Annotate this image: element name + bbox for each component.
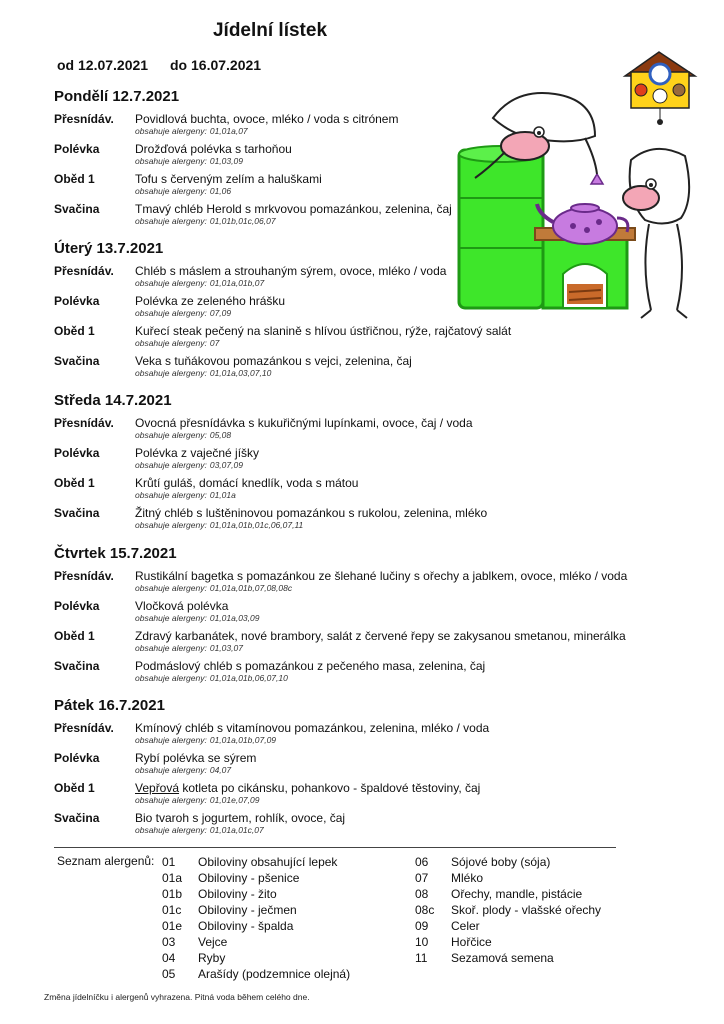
legend-code: 11 [415,951,428,965]
meal-allergens [135,338,219,349]
meal-row [54,629,654,659]
legend-name: Sezamová semena [451,951,554,965]
allergen-codes: 01,03,09 [209,156,243,166]
meal-label: Svačina [54,811,100,825]
allergen-codes: 01,01a,01b,07,08,08c [209,583,293,593]
meal-label: Oběd 1 [54,629,95,643]
allergens-prefix: obsahuje alergeny: [135,216,207,226]
meal-allergens [135,795,259,806]
meal-row [54,506,654,536]
meal-row [54,751,654,781]
date-from: od 12.07.2021 [57,57,149,73]
meal-text: Kmínový chléb s vitamínovou pomazánkou, zelenina, mléko / voda [135,721,490,735]
meal-label: Přesnídáv. [54,569,114,583]
meal-allergens [135,308,231,319]
day-section [54,697,654,841]
meal-text: Veka s tuňákovou pomazánkou s vejci, zelenina, čaj [135,354,412,368]
allergens-prefix: obsahuje alergeny: [135,795,207,805]
meal-text: Polévka ze zeleného hrášku [135,294,286,308]
meal-row [54,324,654,354]
legend-code: 08c [415,903,435,917]
meal-label: Svačina [54,659,100,673]
legend-code: 05 [162,967,176,981]
allergen-codes: 04,07 [209,765,232,775]
legend-code: 10 [415,935,429,949]
meal-allergens [135,613,259,624]
meal-text: Chléb s máslem a strouhaným sýrem, ovoce, mléko / voda [135,264,447,278]
meal-text: Polévka z vaječné jíšky [135,446,260,460]
allergens-prefix: obsahuje alergeny: [135,126,207,136]
meal-text: Tofu s červeným zelím a haluškami [135,172,322,186]
legend-name: Ryby [198,951,226,965]
allergen-codes: 01,01a [209,490,236,500]
meal-row [54,569,654,599]
allergen-codes: 01,01a,03,09 [209,613,260,623]
meal-label: Oběd 1 [54,781,95,795]
legend-name: Obiloviny obsahující lepek [198,855,338,869]
meal-text: Ovocná přesnídávka s kukuřičnými lupínkami, ovoce, čaj / voda [135,416,473,430]
allergens-prefix: obsahuje alergeny: [135,673,207,683]
meal-allergens [135,673,288,684]
meal-label: Přesnídáv. [54,416,114,430]
legend-code: 06 [415,855,429,869]
meal-text [135,781,480,795]
legend-code: 03 [162,935,176,949]
allergens-prefix: obsahuje alergeny: [135,460,207,470]
day-title: Čtvrtek 15.7.2021 [54,545,177,562]
legend-name: Vejce [198,935,228,949]
meal-allergens [135,765,231,776]
meal-row [54,476,654,506]
allergens-prefix: obsahuje alergeny: [135,430,207,440]
allergen-codes: 07 [209,338,220,348]
legend-name: Obiloviny - žito [198,887,277,901]
legend-code: 01e [162,919,183,933]
meal-allergens [135,430,231,441]
allergen-codes: 01,01a,01b,07,09 [209,735,277,745]
allergens-prefix: obsahuje alergeny: [135,156,207,166]
allergens-prefix: obsahuje alergeny: [135,368,207,378]
meal-text-underlined: Vepřová [135,781,180,795]
allergens-prefix: obsahuje alergeny: [135,765,207,775]
day-title: Úterý 13.7.2021 [54,240,164,257]
legend-name: Obiloviny - ječmen [198,903,297,917]
meal-label: Přesnídáv. [54,721,114,735]
allergen-codes: 01,06 [209,186,232,196]
day-title: Středa 14.7.2021 [54,392,172,409]
meal-label: Svačina [54,354,100,368]
meal-allergens [135,126,248,137]
meal-label: Polévka [54,446,100,460]
legend-name: Obiloviny - špalda [198,919,294,933]
meal-text: Bio tvaroh s jogurtem, rohlík, ovoce, čaj [135,811,346,825]
allergens-prefix: obsahuje alergeny: [135,520,207,530]
meal-allergens [135,368,271,379]
meal-row [54,416,654,446]
legend-name: Skoř. plody - vlašské ořechy [451,903,602,917]
meal-label: Polévka [54,599,100,613]
legend-divider [54,847,616,848]
meal-allergens [135,460,243,471]
meal-allergens [135,825,264,836]
legend-code: 08 [415,887,429,901]
legend-name: Ořechy, mandle, pistácie [451,887,583,901]
meal-row [54,446,654,476]
meal-allergens [135,520,303,531]
legend-name: Obiloviny - pšenice [198,871,300,885]
allergens-prefix: obsahuje alergeny: [135,186,207,196]
allergens-prefix: obsahuje alergeny: [135,583,207,593]
page-title: Jídelní lístek [212,20,328,41]
legend-code: 01c [162,903,182,917]
meal-text: Povidlová buchta, ovoce, mléko / voda s citrónem [135,112,399,126]
meal-text: Krůtí guláš, domácí knedlík, voda s mátou [135,476,359,490]
meal-row [54,721,654,751]
meal-label: Polévka [54,142,100,156]
cuckoo-clock-icon [625,52,695,125]
day-section [54,392,654,536]
meal-label: Přesnídáv. [54,112,114,126]
legend-title: Seznam alergenů: [57,854,155,868]
meal-label: Polévka [54,751,100,765]
allergens-prefix: obsahuje alergeny: [135,278,207,288]
meal-text-rest: kotleta po cikánsku, pohankovo - špaldové těstoviny, čaj [179,781,481,795]
meal-allergens [135,278,264,289]
meal-text: Tmavý chléb Herold s mrkvovou pomazánkou, zelenina, čaj [135,202,452,216]
meal-allergens [135,735,276,746]
meal-label: Oběd 1 [54,172,95,186]
allergen-codes: 01,01a,01c,07 [209,825,264,835]
footer-note: Změna jídelníčku i alergenů vyhrazena. Pitná voda během celého dne. [44,992,310,1002]
allergen-codes: 01,01a,03,07,10 [209,368,272,378]
allergen-codes: 05,08 [209,430,232,440]
day-section [54,545,654,689]
meal-text: Rustikální bagetka s pomazánkou ze šlehané lučiny s ořechy a jablkem, ovoce, mléko / voda [135,569,628,583]
date-to: do 16.07.2021 [170,57,262,73]
meal-label: Svačina [54,506,100,520]
allergen-codes: 01,01a,07 [209,126,248,136]
meal-allergens [135,643,243,654]
allergens-prefix: obsahuje alergeny: [135,308,207,318]
meal-label: Polévka [54,294,100,308]
meal-text: Rybí polévka se sýrem [135,751,257,765]
allergens-prefix: obsahuje alergeny: [135,825,207,835]
legend-name: Mléko [451,871,484,885]
allergen-codes: 01,01a,01b,07 [209,278,265,288]
legend-code: 09 [415,919,429,933]
meal-allergens [135,186,231,197]
legend-name: Sójové boby (sója) [451,855,551,869]
legend-code: 01 [162,855,176,869]
allergens-prefix: obsahuje alergeny: [135,643,207,653]
day-title: Pátek 16.7.2021 [54,697,165,714]
legend-name: Hořčice [451,935,492,949]
meal-row [54,354,654,384]
meal-allergens [135,156,243,167]
meal-label: Svačina [54,202,100,216]
allergen-codes: 03,07,09 [209,460,243,470]
legend-code: 04 [162,951,176,965]
meal-text: Podmáslový chléb s pomazánkou z pečeného masa, zelenina, čaj [135,659,486,673]
meal-label: Oběd 1 [54,324,95,338]
meal-text: Žitný chléb s luštěninovou pomazánkou s rukolou, zelenina, mléko [135,506,488,520]
meal-row [54,811,654,841]
meal-allergens [135,490,236,501]
allergen-codes: 01,01e,07,09 [209,795,260,805]
meal-text: Drožďová polévka s tarhoňou [135,142,292,156]
day-title: Pondělí 12.7.2021 [54,88,180,105]
legend-code: 01a [162,871,183,885]
legend-code: 01b [162,887,183,901]
allergens-prefix: obsahuje alergeny: [135,338,207,348]
allergen-codes: 01,03,07 [209,643,243,653]
meal-allergens [135,583,292,594]
meal-row [54,781,654,811]
meal-label: Oběd 1 [54,476,95,490]
meal-text: Kuřecí steak pečený na slanině s hlívou ústřičnou, rýže, rajčatový salát [135,324,512,338]
legend-name: Celer [451,919,480,933]
allergen-codes: 01,01a,01b,01c,06,07,11 [209,520,304,530]
kitchen-illustration [445,48,700,328]
meal-label: Přesnídáv. [54,264,114,278]
meal-row [54,599,654,629]
allergen-codes: 01,01a,01b,06,07,10 [209,673,288,683]
allergen-codes: 07,09 [209,308,232,318]
meal-text: Zdravý karbanátek, nové brambory, salát z červené řepy se zakysanou smetanou, minerálka [135,629,626,643]
allergen-codes: 01,01b,01c,06,07 [209,216,276,226]
meal-text: Vločková polévka [135,599,229,613]
allergens-prefix: obsahuje alergeny: [135,613,207,623]
meal-allergens [135,216,276,227]
legend-code: 07 [415,871,429,885]
legend-name: Arašídy (podzemnice olejná) [198,967,351,981]
allergens-prefix: obsahuje alergeny: [135,490,207,500]
allergens-prefix: obsahuje alergeny: [135,735,207,745]
meal-row [54,659,654,689]
